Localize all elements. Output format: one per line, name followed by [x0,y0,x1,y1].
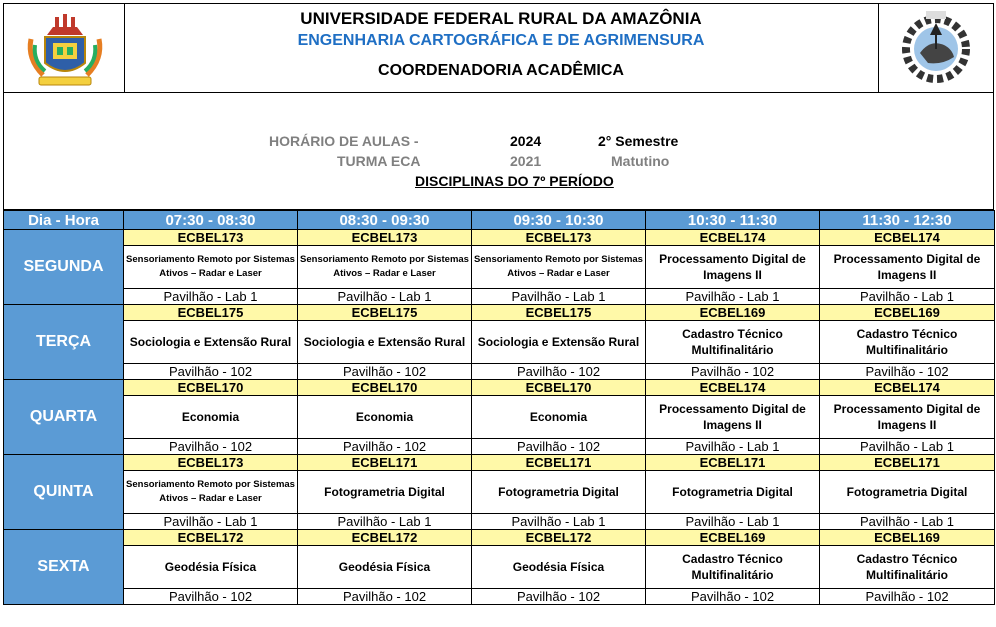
course-code: ECBEL172 [298,530,472,546]
course-code: ECBEL173 [124,230,298,246]
class-year: 2021 [510,153,542,169]
course-name: Cadastro Técnico Multifinalitário [820,546,995,589]
course-name: Sensoriamento Remoto por Sistemas Ativos – Radar e Laser [298,246,472,289]
day-label: SEGUNDA [4,230,124,305]
room-location: Pavilhão - 102 [124,364,298,380]
room-location: Pavilhão - Lab 1 [472,514,646,530]
code-row [4,530,995,546]
period-heading: DISCIPLINAS DO 7º PERÍODO [415,173,614,189]
course-name: Processamento Digital de Imagens II [646,396,820,439]
course-code: ECBEL169 [646,305,820,321]
course-name-row [4,321,995,364]
course-name: Cadastro Técnico Multifinalitário [820,321,995,364]
course-name: Sociologia e Extensão Rural [472,321,646,364]
room-location: Pavilhão - Lab 1 [820,514,995,530]
room-location: Pavilhão - 102 [472,364,646,380]
header-time-slot: 10:30 - 11:30 [646,211,820,230]
room-row [4,514,995,530]
course-code: ECBEL171 [472,455,646,471]
course-code: ECBEL170 [124,380,298,396]
day-label: TERÇA [4,305,124,380]
course-name: Geodésia Física [472,546,646,589]
room-location: Pavilhão - 102 [124,589,298,605]
course-name-row [4,246,995,289]
course-code: ECBEL172 [472,530,646,546]
header-day-hour: Dia - Hora [4,211,124,230]
header-time-slot: 11:30 - 12:30 [820,211,995,230]
code-row [4,455,995,471]
day-label: SEXTA [4,530,124,605]
room-location: Pavilhão - Lab 1 [124,289,298,305]
course-name: Geodésia Física [124,546,298,589]
course-code: ECBEL170 [472,380,646,396]
year: 2024 [510,133,542,149]
university-name: UNIVERSIDADE FEDERAL RURAL DA AMAZÔNIA [300,9,702,28]
course-name: Cadastro Técnico Multifinalitário [646,321,820,364]
course-code: ECBEL174 [820,380,995,396]
room-row [4,364,995,380]
university-crest-icon [5,4,125,93]
course-name: Fotogrametria Digital [820,471,995,514]
course-code: ECBEL175 [298,305,472,321]
course-code: ECBEL173 [124,455,298,471]
course-code: ECBEL174 [646,230,820,246]
room-location: Pavilhão - 102 [646,364,820,380]
course-code: ECBEL169 [820,305,995,321]
course-name: Economia [472,396,646,439]
code-row [4,380,995,396]
title-block [3,92,994,210]
course-code: ECBEL171 [820,455,995,471]
course-name-row [4,546,995,589]
room-location: Pavilhão - 102 [124,439,298,455]
shift: Matutino [611,153,670,169]
course-name: Sensoriamento Remoto por Sistemas Ativos – Radar e Laser [124,471,298,514]
course-name: ENGENHARIA CARTOGRÁFICA E DE AGRIMENSURA [297,32,705,49]
class-label: TURMA ECA [337,153,421,169]
course-code: ECBEL174 [820,230,995,246]
course-name: Fotogrametria Digital [646,471,820,514]
room-location: Pavilhão - Lab 1 [820,439,995,455]
document-header [3,3,994,93]
room-location: Pavilhão - Lab 1 [298,514,472,530]
course-code: ECBEL170 [298,380,472,396]
schedule-label: HORÁRIO DE AULAS - [269,133,419,149]
course-name: Processamento Digital de Imagens II [646,246,820,289]
course-name-row [4,471,995,514]
room-location: Pavilhão - Lab 1 [646,289,820,305]
code-row [4,305,995,321]
semester: 2° Semestre [598,133,679,149]
course-name: Sociologia e Extensão Rural [298,321,472,364]
room-location: Pavilhão - Lab 1 [124,514,298,530]
room-location: Pavilhão - 102 [646,589,820,605]
room-row [4,289,995,305]
room-location: Pavilhão - Lab 1 [646,439,820,455]
course-name: Economia [298,396,472,439]
code-row [4,230,995,246]
course-code: ECBEL173 [472,230,646,246]
room-row [4,439,995,455]
room-location: Pavilhão - 102 [820,364,995,380]
room-location: Pavilhão - 102 [472,589,646,605]
header-time-slot: 07:30 - 08:30 [124,211,298,230]
course-name: Geodésia Física [298,546,472,589]
course-name: Processamento Digital de Imagens II [820,246,995,289]
room-location: Pavilhão - 102 [298,439,472,455]
day-label: QUINTA [4,455,124,530]
room-location: Pavilhão - 102 [820,589,995,605]
course-code: ECBEL171 [298,455,472,471]
course-code: ECBEL172 [124,530,298,546]
schedule-table [3,210,995,605]
room-location: Pavilhão - 102 [472,439,646,455]
room-location: Pavilhão - Lab 1 [646,514,820,530]
day-label: QUARTA [4,380,124,455]
room-row [4,589,995,605]
schedule-sheet [3,3,994,623]
course-name: Fotogrametria Digital [298,471,472,514]
course-name: Cadastro Técnico Multifinalitário [646,546,820,589]
room-location: Pavilhão - 102 [298,589,472,605]
header-time-slot: 08:30 - 09:30 [298,211,472,230]
course-code: ECBEL169 [646,530,820,546]
course-name: Fotogrametria Digital [472,471,646,514]
table-header-row [4,211,995,230]
course-code: ECBEL171 [646,455,820,471]
course-code: ECBEL169 [820,530,995,546]
room-location: Pavilhão - Lab 1 [472,289,646,305]
room-location: Pavilhão - Lab 1 [298,289,472,305]
course-code: ECBEL173 [298,230,472,246]
coordination-name: COORDENADORIA ACADÊMICA [378,62,624,79]
course-code: ECBEL175 [124,305,298,321]
course-name-row [4,396,995,439]
course-name: Economia [124,396,298,439]
room-location: Pavilhão - Lab 1 [820,289,995,305]
course-name: Processamento Digital de Imagens II [820,396,995,439]
course-name: Sensoriamento Remoto por Sistemas Ativos – Radar e Laser [472,246,646,289]
header-time-slot: 09:30 - 10:30 [472,211,646,230]
course-code: ECBEL174 [646,380,820,396]
room-location: Pavilhão - 102 [298,364,472,380]
course-code: ECBEL175 [472,305,646,321]
course-name: Sensoriamento Remoto por Sistemas Ativos – Radar e Laser [124,246,298,289]
course-logo-icon [878,4,993,93]
course-name: Sociologia e Extensão Rural [124,321,298,364]
